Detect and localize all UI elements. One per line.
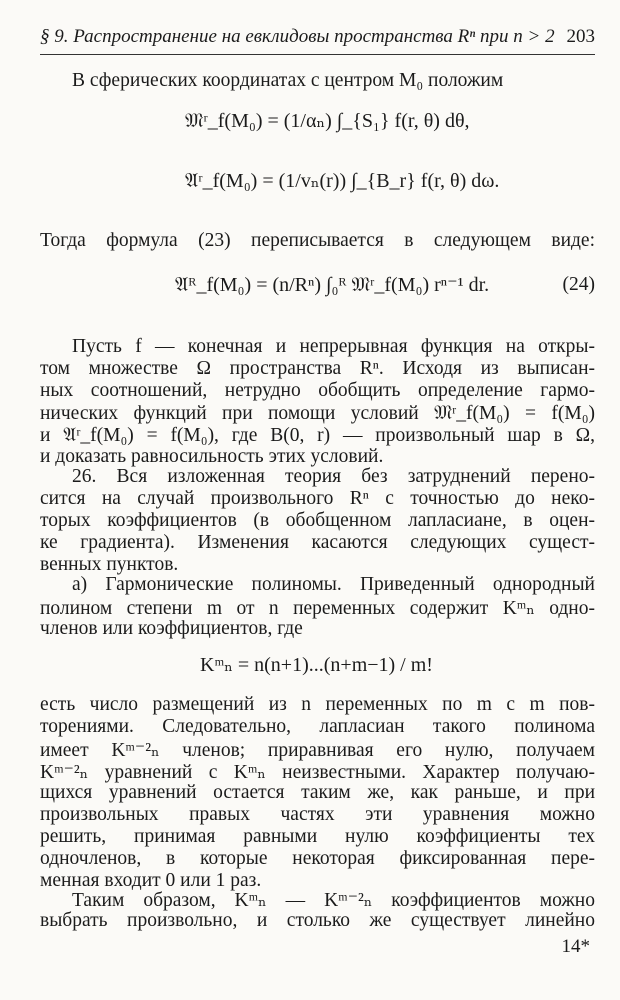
text-line: торениями. Следовательно, лапласиан такого полинома: [40, 716, 595, 737]
formula-24: [175, 272, 489, 297]
text-line: полином степени m от n переменных содержит Kᵐₙ одно-: [40, 598, 595, 619]
header-title: § 9. Распространение на евклидовы пространства Rⁿ при n > 2: [40, 26, 555, 47]
text-line: венных пунктов.: [40, 554, 179, 575]
text-line: и 𝔄ʳ_f(M₀) = f(M₀), где B(0, r) — произвольный шар в Ω,: [40, 425, 595, 446]
sheet-signature: 14*: [561, 936, 590, 957]
text-line: а) Гармонические полиномы. Приведенный однородный: [72, 574, 595, 595]
text-line: ных соотношений, нетрудно обобщить определение гармо-: [40, 380, 595, 401]
text-line: нических функций при помощи условий 𝔐ʳ_f(M₀) = f(M₀): [40, 403, 595, 424]
page-number: 203: [566, 26, 595, 47]
formula-text: 𝔐ʳ_f(M₀) = (1/αₙ) ∫_{S₁} f(r, θ) dθ,: [185, 110, 470, 132]
text-line: менная входит 0 или 1 раз.: [40, 870, 262, 891]
text-line: решить, принимая равными нулю коэффициенты тех: [40, 826, 595, 847]
text-line: сится на случай произвольного Rⁿ с точностью до неко-: [40, 488, 595, 509]
text-line: Пусть f — конечная и непрерывная функция на откры-: [72, 336, 595, 357]
running-header: [40, 26, 595, 48]
text-line: том множестве Ω пространства Rⁿ. Исходя из выписан-: [40, 358, 595, 379]
text-line: членов или коэффициентов, где: [40, 618, 303, 639]
formula-text: 𝔄ᴿ_f(M₀) = (n/Rⁿ) ∫₀ᴿ 𝔐ʳ_f(M₀) rⁿ⁻¹ dr.: [175, 274, 490, 296]
text-line: одночленов, в которые некоторая фиксированная пере-: [40, 848, 595, 869]
text-line: торых коэффициентов (в обобщенном лапласиане, в оцен-: [40, 510, 595, 531]
formula-text: 𝔄ʳ_f(M₀) = (1/vₙ(r)) ∫_{B_r} f(r, θ) dω.: [185, 170, 500, 192]
text-line: Тогда формула (23) переписывается в следующем виде:: [40, 230, 595, 251]
text-line: имеет Kᵐ⁻²ₙ членов; приравнивая его нулю, получаем: [40, 740, 595, 761]
text-line: и доказать равносильность этих условий.: [40, 446, 384, 467]
text-line: произвольных правых частях эти уравнения можно: [40, 804, 595, 825]
text-line: 26. Вся изложенная теория без затруднений перено-: [72, 466, 595, 487]
header-rule: [40, 54, 595, 55]
formula-mean-ball: [185, 168, 499, 193]
formula-K: [200, 652, 433, 677]
formula-text: Kᵐₙ = n(n+1)...(n+m−1) / m!: [200, 654, 433, 676]
equation-number: (24): [562, 274, 595, 295]
text-line: В сферических координатах с центром M₀ положим: [72, 70, 504, 91]
text-line: есть число размещений из n переменных по m с m пов-: [40, 694, 595, 715]
text-line: Kᵐ⁻²ₙ уравнений с Kᵐₙ неизвестными. Характер получаю-: [40, 762, 595, 783]
formula-mean-sphere: [185, 108, 470, 133]
text-line: щихся уравнений остается таким же, как раньше, и при: [40, 782, 595, 803]
text-line: ке градиента). Изменения касаются следующих сущест-: [40, 532, 595, 553]
text-line: выбрать произвольно, и столько же существует линейно: [40, 910, 595, 931]
text-line: Таким образом, Kᵐₙ — Kᵐ⁻²ₙ коэффициентов можно: [72, 890, 595, 911]
